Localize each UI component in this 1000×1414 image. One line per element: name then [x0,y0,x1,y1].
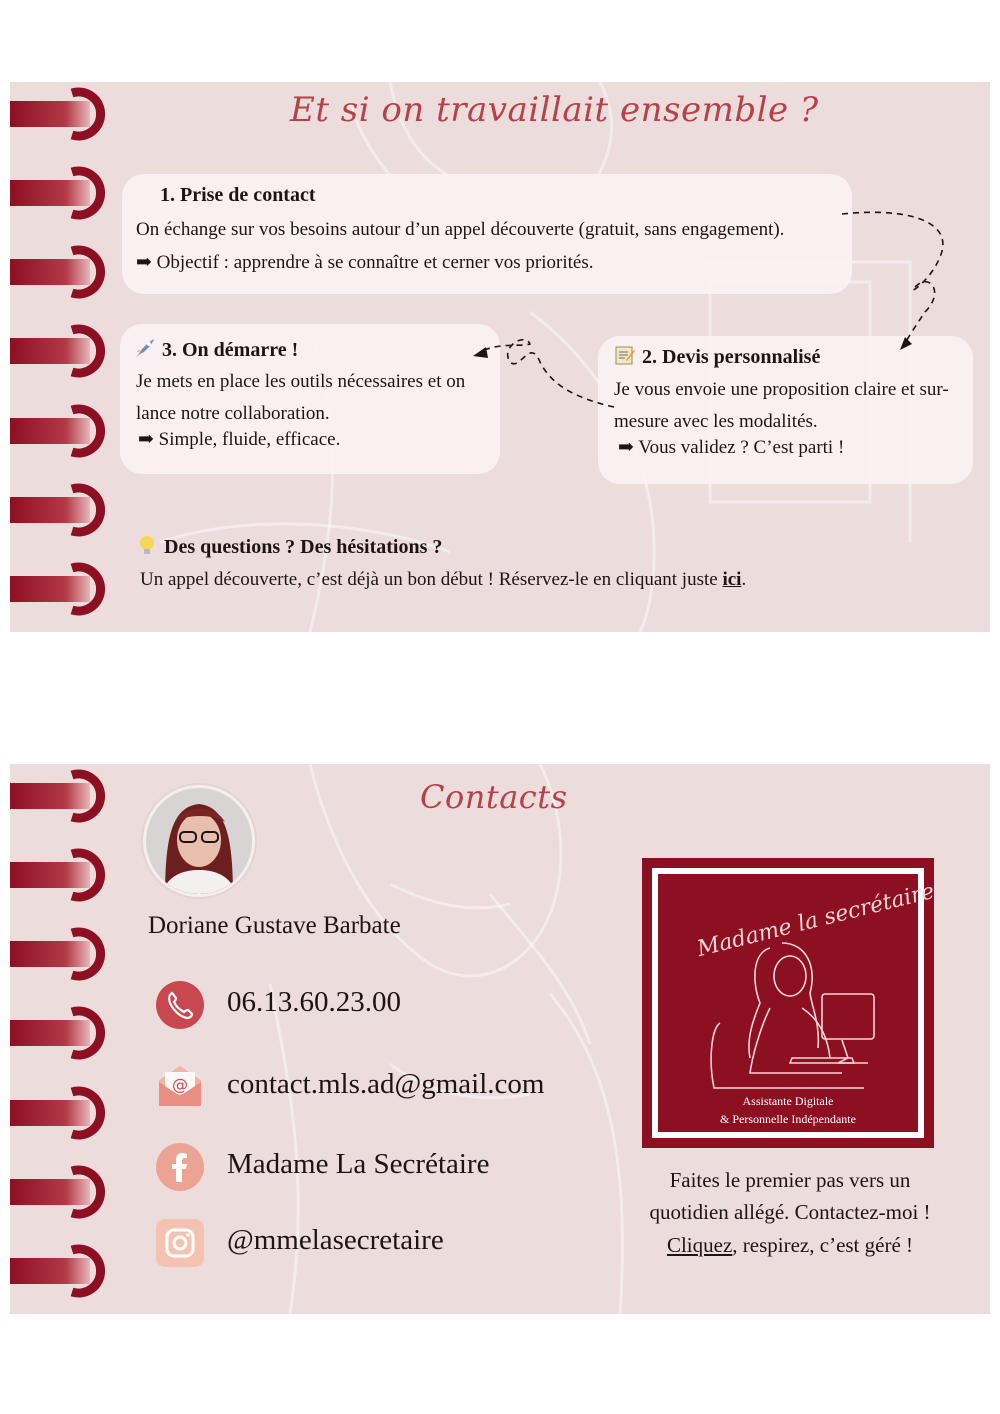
cta-line3-text: , respirez, c’est géré ! [732,1233,914,1257]
binder-ring [10,409,101,453]
facebook-name: Madame La Secrétaire [227,1148,490,1180]
avatar [140,782,258,900]
step3-line3: ➡ Simple, fluide, efficace. [138,429,341,450]
lightbulb-icon [136,534,158,556]
binder-ring [10,853,101,897]
binder-ring [10,92,101,136]
logo-line1: Assistante Digitale [742,1094,834,1108]
binder-ring [10,774,101,818]
binder-ring [10,329,101,373]
memo-icon [614,344,636,366]
questions-title [136,534,442,559]
contact-link[interactable]: Cliquez [666,1233,733,1257]
step3-line1: Je mets en place les outils nécessaires et on [136,371,466,392]
binder-ring [10,1011,101,1055]
step3-title-text: 3. On démarre ! [162,339,299,361]
binder-ring [10,1249,101,1293]
phone-number: 06.13.60.23.00 [227,986,401,1018]
collaboration-panel [10,82,990,632]
brand-logo [642,858,937,1148]
binder-ring [10,932,101,976]
step2-line3: ➡ Vous validez ? C’est parti ! [618,437,845,458]
email-address: contact.mls.ad@gmail.com [227,1068,545,1100]
binder-ring [10,250,101,294]
logo-line2: & Personnelle Indépendante [720,1112,856,1126]
contact-name: Doriane Gustave Barbate [148,912,401,939]
binder-ring [10,171,101,215]
instagram-handle: @mmelasecretaire [227,1224,444,1256]
section-title: Et si on travaillait ensemble ? [290,90,819,130]
booking-link[interactable]: ici [722,569,742,590]
facebook-icon [155,1142,205,1192]
step1-title: 1. Prise de contact [160,184,316,206]
step2-line1: Je vous envoie une proposition claire et sur- [614,379,949,400]
cta-line3 [610,1229,970,1261]
svg-text:@: @ [172,1075,188,1094]
step3-title [134,337,298,362]
questions-sentence: Un appel découverte, c’est déjà un bon début ! Réservez-le en cliquant juste [140,569,723,590]
rocket-icon [134,337,156,359]
binder-rings [10,764,120,1314]
contacts-title: Contacts [420,778,568,816]
step1-line2: ➡ Objectif : apprendre à se connaître et cerner vos priorités. [136,252,594,273]
logo-brand-name: Madame la secrétaire [694,878,937,963]
questions-title-text: Des questions ? Des hésitations ? [164,536,443,558]
step2-line2: mesure avec les modalités. [614,411,818,432]
step2-title-text: 2. Devis personnalisé [642,346,821,368]
email-icon [155,1062,205,1112]
binder-ring [10,488,101,532]
binder-rings [10,82,120,632]
phone-icon [155,980,205,1030]
questions-end: . [741,569,747,590]
cta-line2: quotidien allégé. Contactez-moi ! [649,1200,931,1224]
contacts-panel [10,764,990,1314]
instagram-icon [155,1218,205,1268]
binder-ring [10,1091,101,1135]
binder-ring [10,567,101,611]
step1-line1: On échange sur vos besoins autour d’un appel découverte (gratuit, sans engagement). [136,219,785,240]
cta-line1: Faites le premier pas vers un [669,1168,911,1192]
step3-line2: lance notre collaboration. [136,403,330,424]
binder-ring [10,1170,101,1214]
step2-title [614,344,820,369]
questions-text [140,564,746,596]
